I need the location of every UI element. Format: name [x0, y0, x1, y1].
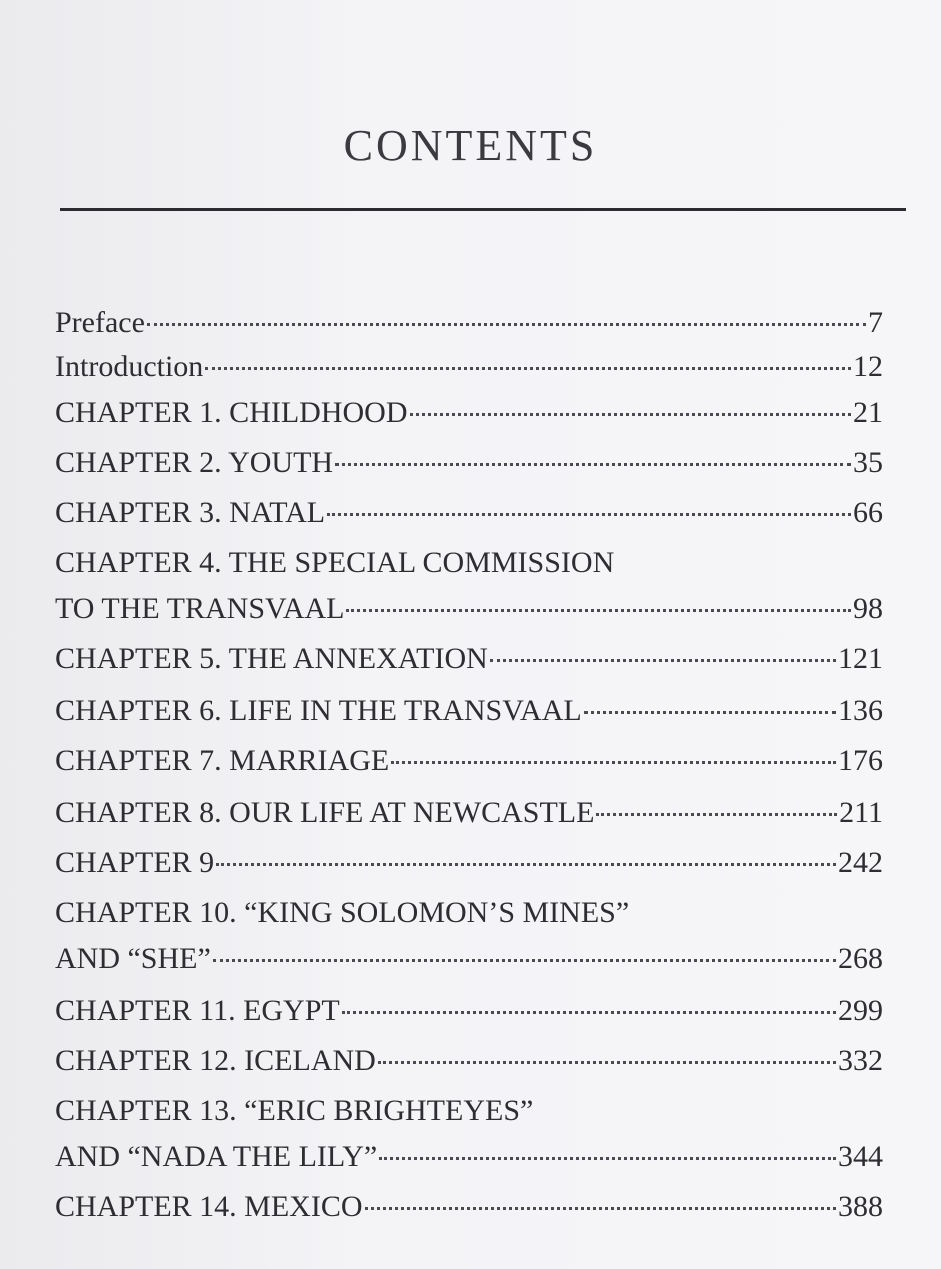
- toc-entry-line: [55, 1094, 883, 1140]
- toc-entry-label: CHAPTER 4. THE SPECIAL COMMISSION: [55, 546, 615, 579]
- dot-leader: [596, 813, 837, 816]
- toc-entry-line: [55, 350, 883, 396]
- toc-entry-label: CHAPTER 7. MARRIAGE: [55, 744, 390, 777]
- toc-entry-label: Preface: [55, 306, 145, 339]
- toc-page-number: 344: [838, 1140, 883, 1173]
- toc-entry: [55, 846, 883, 892]
- toc-entry-line: [55, 306, 883, 352]
- toc-page-number: 121: [838, 642, 883, 675]
- dot-leader: [342, 1011, 836, 1014]
- toc-entry: [55, 1190, 883, 1236]
- toc-entry-line: [55, 1190, 883, 1236]
- dot-leader: [213, 959, 836, 962]
- toc-page-number: 176: [838, 744, 883, 777]
- toc-entry-label: CHAPTER 8. OUR LIFE AT NEWCASTLE: [55, 796, 595, 829]
- toc-entry-label: Introduction: [55, 350, 204, 383]
- dot-leader: [378, 1061, 836, 1064]
- toc-entry-line: [55, 446, 883, 492]
- dot-leader: [490, 659, 836, 662]
- dot-leader: [379, 1157, 836, 1160]
- toc-page-number: 268: [838, 942, 883, 975]
- toc-entry: [55, 1094, 883, 1186]
- toc-entry: [55, 994, 883, 1040]
- toc-entry-line: [55, 1140, 883, 1186]
- toc-entry: [55, 496, 883, 542]
- toc-entry-label: TO THE TRANSVAAL: [55, 592, 345, 625]
- toc-page-number: 66: [853, 496, 883, 529]
- toc-page-number: 12: [853, 350, 883, 383]
- toc-entry-line: [55, 396, 883, 442]
- toc-page-number: 7: [868, 306, 883, 339]
- toc-entry-line: [55, 694, 883, 740]
- toc-page-number: 21: [853, 396, 883, 429]
- toc-entry: [55, 796, 883, 842]
- toc-page-number: 35: [853, 446, 883, 479]
- toc-entry: [55, 694, 883, 740]
- dot-leader: [346, 609, 851, 612]
- toc-entry-label: CHAPTER 10. “KING SOLOMON’S MINES”: [55, 896, 630, 929]
- toc-entry: [55, 396, 883, 442]
- dot-leader: [410, 413, 852, 416]
- toc-entry-label: CHAPTER 3. NATAL: [55, 496, 326, 529]
- toc-entry: [55, 546, 883, 638]
- toc-entry-label: CHAPTER 13. “ERIC BRIGHTEYES”: [55, 1094, 534, 1127]
- dot-leader: [216, 863, 836, 866]
- toc-entry-label: CHAPTER 11. EGYPT: [55, 994, 340, 1027]
- toc-page-number: 332: [838, 1044, 883, 1077]
- dot-leader: [584, 711, 836, 714]
- toc-entry-line: [55, 846, 883, 892]
- toc-entry: [55, 896, 883, 988]
- dot-leader: [205, 367, 851, 370]
- toc-entry-label: AND “NADA THE LILY”: [55, 1140, 378, 1173]
- toc-entry: [55, 1044, 883, 1090]
- toc-entry: [55, 744, 883, 790]
- page-title: CONTENTS: [343, 121, 598, 170]
- toc-entry-label: AND “SHE”: [55, 942, 211, 975]
- toc-entry-label: CHAPTER 6. LIFE IN THE TRANSVAAL: [55, 694, 582, 727]
- toc-page-number: 388: [838, 1190, 883, 1223]
- toc-entry-line: [55, 642, 883, 688]
- toc-entry-label: CHAPTER 12. ICELAND: [55, 1044, 376, 1077]
- toc-page-number: 299: [838, 994, 883, 1027]
- toc-entry-line: [55, 796, 883, 842]
- toc-entry-line: [55, 942, 883, 988]
- dot-leader: [391, 761, 836, 764]
- toc-entry: [55, 446, 883, 492]
- toc-entry: [55, 350, 883, 396]
- toc-entry-line: [55, 496, 883, 542]
- dot-leader: [335, 463, 851, 466]
- toc-entry-line: [55, 592, 883, 638]
- toc-entry-line: [55, 546, 883, 592]
- toc-entry-label: CHAPTER 5. THE ANNEXATION: [55, 642, 488, 675]
- toc-entry-label: CHAPTER 9: [55, 846, 215, 879]
- toc-entry: [55, 642, 883, 688]
- toc-entry-label: CHAPTER 1. CHILDHOOD: [55, 396, 408, 429]
- toc-page-number: 136: [838, 694, 883, 727]
- toc-entry-line: [55, 896, 883, 942]
- dot-leader: [327, 513, 851, 516]
- toc-entry-line: [55, 1044, 883, 1090]
- toc-entry-line: [55, 994, 883, 1040]
- toc-entry-line: [55, 744, 883, 790]
- title-rule: [60, 208, 906, 211]
- toc-entry-label: CHAPTER 2. YOUTH: [55, 446, 334, 479]
- toc-page-number: 242: [838, 846, 883, 879]
- dot-leader: [365, 1207, 836, 1210]
- toc-page-number: 98: [853, 592, 883, 625]
- toc-page-number: 211: [839, 796, 883, 829]
- toc-entry-label: CHAPTER 14. MEXICO: [55, 1190, 363, 1223]
- toc-entry: [55, 306, 883, 352]
- dot-leader: [147, 323, 866, 326]
